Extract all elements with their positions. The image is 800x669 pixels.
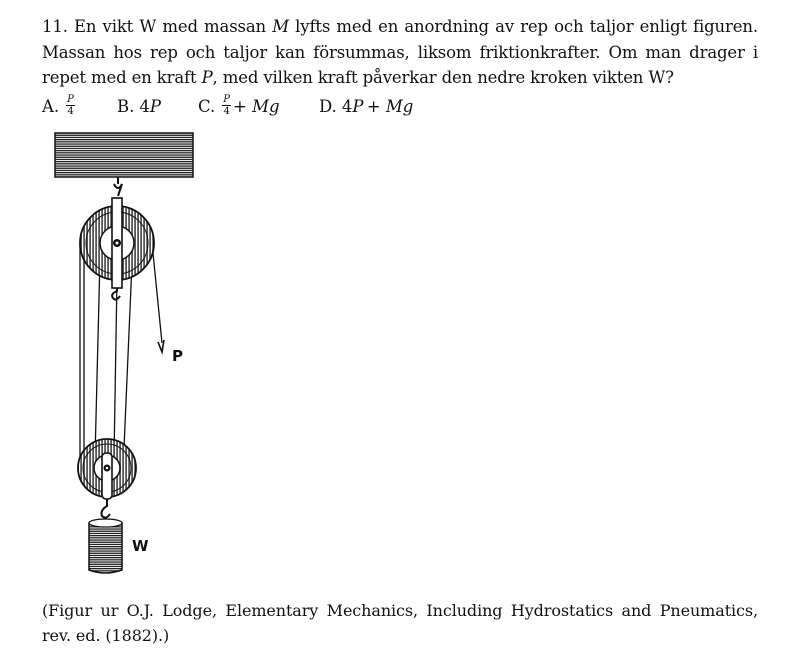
upper-pulley — [80, 198, 154, 288]
upper-hook — [114, 177, 122, 196]
option-b-var: P — [149, 96, 161, 116]
option-c — [198, 95, 319, 117]
question-number: 11. — [42, 17, 68, 36]
pulley-figure — [40, 128, 220, 578]
option-c-numerator: P — [223, 94, 231, 105]
option-a-fraction — [66, 95, 75, 117]
weight-label: W — [132, 537, 149, 555]
answer-options — [42, 92, 413, 120]
option-c-rest: + Mg — [233, 96, 280, 116]
question-text — [42, 14, 758, 91]
force-label: P — [172, 347, 183, 365]
option-a-numerator: P — [67, 94, 74, 105]
question-text-part-1: En vikt W med massan — [73, 17, 267, 36]
lower-hook — [102, 499, 110, 518]
force-symbol: P — [201, 68, 213, 87]
option-d-coef: 4 — [341, 96, 353, 116]
option-d-label: D. — [319, 96, 337, 116]
option-a-label: A. — [42, 96, 60, 116]
option-c-label: C. — [198, 96, 216, 116]
option-c-denominator: 4 — [223, 106, 230, 117]
weight — [89, 519, 122, 573]
ceiling-beam — [55, 133, 193, 177]
option-d-var: P — [352, 96, 364, 116]
option-b-label: B. — [117, 96, 135, 116]
option-a — [42, 95, 117, 117]
option-b — [117, 97, 198, 116]
option-a-denominator: 4 — [67, 106, 74, 117]
force-arrow — [158, 340, 164, 352]
option-d-rest: + Mg — [366, 96, 414, 116]
option-b-coef: 4 — [139, 96, 150, 116]
lower-pulley — [78, 439, 136, 499]
mass-symbol: M — [272, 17, 289, 36]
option-d — [319, 97, 413, 116]
figure-caption: (Figur ur O.J. Lodge, Elementary Mechanics, Including Hydrostatics and Pneumatics, rev. ed. (1882).) — [42, 601, 758, 645]
option-c-fraction — [222, 95, 231, 117]
question-text-part-3: , med vilken kraft påverkar den nedre kroken vikten W? — [212, 68, 674, 87]
question-text-part-2: lyfts med en anordning av rep och taljor enligt figuren. Massan hos rep och taljor kan försummas, liksom friktionkrafter. Om man drager i repet med en kraft — [42, 17, 758, 87]
